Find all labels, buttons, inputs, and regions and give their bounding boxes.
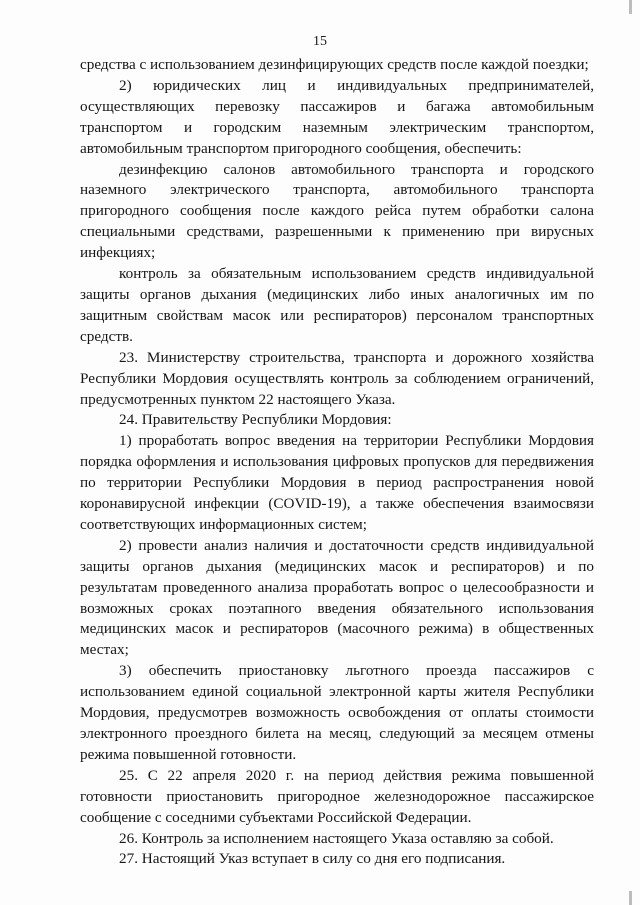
paragraph: 27. Настоящий Указ вступает в силу со дня его подписания. xyxy=(119,850,506,868)
paragraph: 26. Контроль за исполнением настоящего Указа оставляю за собой. xyxy=(119,829,554,847)
page-number: 15 xyxy=(313,34,327,49)
document-body xyxy=(80,55,594,870)
paragraph: дезинфекцию салонов автомобильного транспорта и городского наземного электрического транспорта, автомобильного транспорта пригородного сообщения после каждого рейса путем обработки салона специальными средствами, разрешенными к применению при вирусных инфекциях; xyxy=(80,160,594,262)
paragraph: 1) проработать вопрос введения на территории Республики Мордовия порядка оформления и использования цифровых пропусков для передвижения по территории Республики Мордовия в период распространения новой коронавирусной инфекции (COVID-19), а также обеспечения взаимосвязи соответствующих информационных систем; xyxy=(80,432,594,533)
paragraph: контроль за обязательным использованием средств индивидуальной защиты органов дыхания (медицинских либо иных аналогичных им по защитным свойствам масок или респираторов) персоналом транспортных средств. xyxy=(80,265,594,345)
paragraph: 25. С 22 апреля 2020 г. на период действия режима повышенной готовности приостановить пригородное железнодорожное пассажирское сообщение с соседними субъектами Российской Федерации. xyxy=(80,766,594,826)
paragraph: 3) обеспечить приостановку льготного проезда пассажиров с использованием единой социальной электронной карты жителя Республики Мордовия, предусмотрев возможность освобождения от оплаты стоимости электронного проездного билета на месяц, следующий за месяцем отмены режима повышенной готовности. xyxy=(80,662,594,763)
paragraph: 24. Правительству Республики Мордовия: xyxy=(119,411,392,429)
scan-mark xyxy=(629,0,632,14)
paragraph: 2) юридических лиц и индивидуальных предпринимателей, осуществляющих перевозку пассажиров и багажа автомобильным транспортом и городским наземным электрическим транспортом, автомобильным транспортом пригородного сообщения, обеспечить: xyxy=(80,76,594,157)
scan-mark xyxy=(629,891,632,905)
paragraph: 2) провести анализ наличия и достаточности средств индивидуальной защиты органов дыхания (медицинских масок и респираторов) и по результатам проведенного анализа проработать вопрос о целесообразности и возможных сроках поэтапного введения обязательного использования медицинских масок и респираторов (масочного режима) в общественных местах; xyxy=(80,536,594,659)
paragraph: 23. Министерству строительства, транспорта и дорожного хозяйства Республики Мордовия осуществлять контроль за соблюдением ограничений, предусмотренных пунктом 22 настоящего Указа. xyxy=(80,348,594,408)
paragraph: средства с использованием дезинфицирующих средств после каждой поездки; xyxy=(80,56,589,73)
